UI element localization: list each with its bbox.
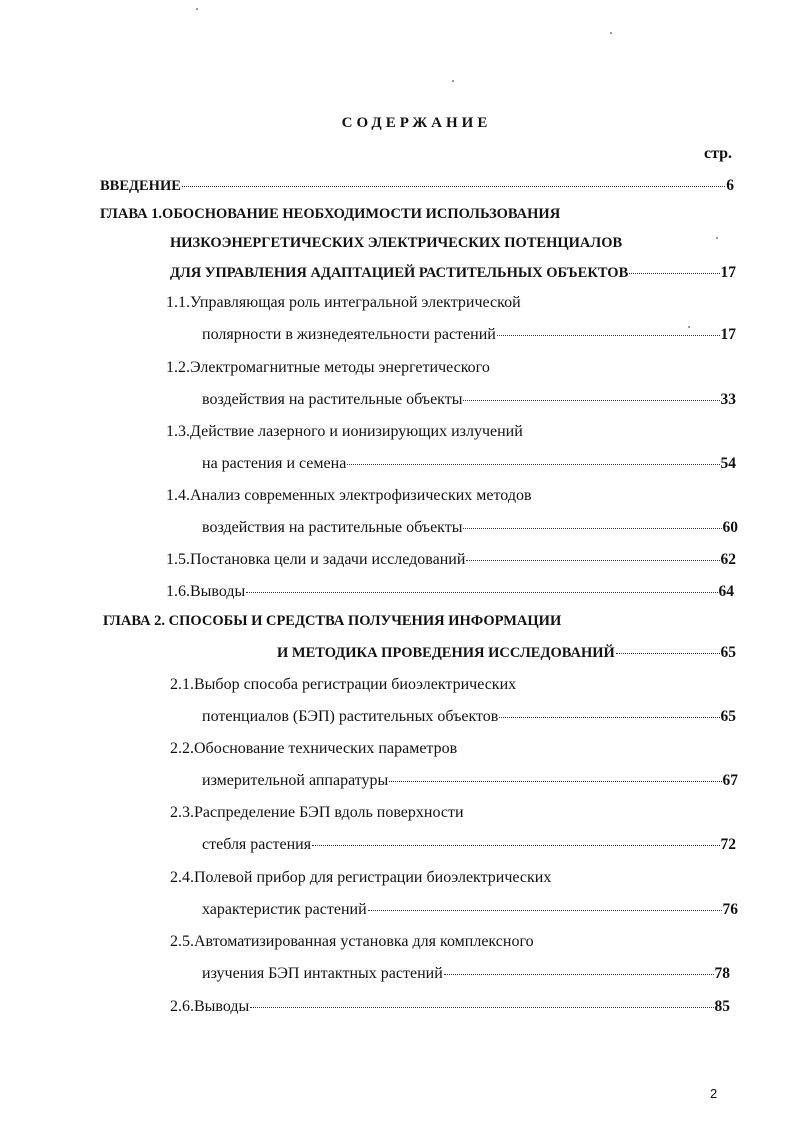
toc-line-text: характеристик растений (202, 901, 367, 918)
toc-line-text: ВВЕДЕНИЕ (100, 178, 181, 194)
dot-leader (368, 910, 722, 911)
toc-line (202, 965, 730, 987)
toc-line (202, 901, 738, 923)
toc-line-text: потенциалов (БЭП) растительных объектов (202, 708, 499, 725)
dot-leader (616, 653, 720, 654)
toc-page: 17 (720, 264, 736, 281)
scan-speck (196, 8, 198, 10)
toc-line-text: 2.6.Выводы (170, 998, 250, 1015)
toc-page: 6 (726, 177, 734, 194)
dot-leader (497, 335, 720, 336)
toc-page: 67 (722, 772, 738, 789)
toc-line-text: стебля растения (202, 836, 312, 853)
toc-line (170, 676, 516, 698)
toc-line (170, 740, 457, 762)
toc-page: 64 (718, 583, 734, 600)
dot-leader (499, 717, 719, 718)
toc-page: 65 (720, 644, 736, 661)
toc-page: 62 (720, 551, 736, 568)
toc-line (170, 235, 622, 257)
toc-line (170, 264, 736, 286)
toc-line-text: 2.1.Выбор способа регистрации биоэлектрических (170, 676, 517, 693)
toc-line (100, 177, 734, 199)
toc-line (170, 998, 730, 1020)
toc-line-text: воздействия на растительные объекты (202, 519, 463, 536)
dot-leader (389, 781, 721, 782)
toc-line-text: 2.2.Обоснование технических параметров (170, 740, 458, 757)
toc-line (170, 933, 534, 955)
page-column-header: стр. (704, 145, 733, 162)
toc-line (166, 583, 734, 605)
toc-line-text: 1.5.Постановка цели и задачи исследований (166, 551, 466, 568)
dot-leader (182, 186, 725, 187)
toc-line-text: полярности в жизнедеятельности растений (202, 326, 496, 343)
toc-line-text: ГЛАВА 2. СПОСОБЫ И СРЕДСТВА ПОЛУЧЕНИЯ ИНФОРМАЦИИ (103, 613, 562, 629)
toc-line-text: И МЕТОДИКА ПРОВЕДЕНИЯ ИССЛЕДОВАНИЙ (277, 645, 615, 661)
toc-line-text: ДЛЯ УПРАВЛЕНИЯ АДАПТАЦИЕЙ РАСТИТЕЛЬНЫХ ОБЪЕКТОВ (170, 265, 629, 281)
toc-page: 54 (720, 455, 736, 472)
toc-line-text: НИЗКОЭНЕРГЕТИЧЕСКИХ ЭЛЕКТРИЧЕСКИХ ПОТЕНЦИАЛОВ (170, 235, 623, 251)
toc-line (202, 836, 736, 858)
toc-line-text: 2.3.Распределение БЭП вдоль поверхности (170, 804, 464, 821)
toc-page: 65 (720, 708, 736, 725)
dot-leader (250, 1007, 713, 1008)
toc-line (166, 487, 532, 509)
toc-line (103, 613, 561, 635)
toc-page: 60 (722, 519, 738, 536)
toc-line (166, 551, 736, 573)
toc-line-text: воздействия на растительные объекты (202, 391, 463, 408)
toc-line-text: 1.6.Выводы (166, 583, 246, 600)
toc-page: 85 (714, 998, 730, 1015)
dot-leader (312, 845, 719, 846)
toc-line (202, 455, 736, 477)
scan-speck (610, 32, 612, 34)
toc-line (170, 869, 551, 891)
toc-line-text: изучения БЭП интактных растений (202, 965, 443, 982)
toc-line (202, 326, 736, 348)
toc-page: 72 (720, 836, 736, 853)
toc-line-text: 2.4.Полевой прибор для регистрации биоэлектрических (170, 869, 552, 886)
toc-page: 78 (714, 965, 730, 982)
dot-leader (629, 273, 719, 274)
toc-line (202, 519, 738, 541)
toc-line-text: 1.3.Действие лазерного и ионизирующих излучений (166, 423, 523, 440)
dot-leader (246, 592, 717, 593)
dot-leader (463, 400, 719, 401)
toc-line (277, 644, 736, 666)
dot-leader (466, 560, 719, 561)
toc-line (166, 423, 523, 445)
scan-speck (716, 237, 718, 239)
toc-line-text: измерительной аппаратуры (202, 772, 389, 789)
toc-line (202, 708, 736, 730)
scan-speck (688, 326, 690, 328)
toc-line (166, 359, 490, 381)
toc-line (202, 391, 736, 413)
toc-line-text: 1.4.Анализ современных электрофизических методов (166, 487, 532, 504)
toc-line-text: на растения и семена (202, 455, 347, 472)
toc-line (202, 772, 738, 794)
toc-line (166, 294, 521, 316)
toc-line-text: 1.1.Управляющая роль интегральной электрической (166, 294, 521, 311)
toc-line-text: 1.2.Электромагнитные методы энергетического (166, 359, 490, 376)
toc-line-text: ГЛАВА 1.ОБОСНОВАНИЕ НЕОБХОДИМОСТИ ИСПОЛЬЗОВАНИЯ (100, 206, 561, 222)
toc-page: 76 (722, 901, 738, 918)
toc-page: 17 (720, 326, 736, 343)
dot-leader (463, 528, 721, 529)
scan-speck (452, 80, 454, 82)
toc-line-text: 2.5.Автоматизированная установка для комплексного (170, 933, 534, 950)
toc-page: 33 (720, 391, 736, 408)
dot-leader (444, 974, 714, 975)
toc-line (170, 804, 464, 826)
toc-line (100, 206, 560, 228)
page-number: 2 (710, 1086, 718, 1101)
toc-title: СОДЕРЖАНИЕ (341, 115, 492, 131)
dot-leader (347, 464, 719, 465)
